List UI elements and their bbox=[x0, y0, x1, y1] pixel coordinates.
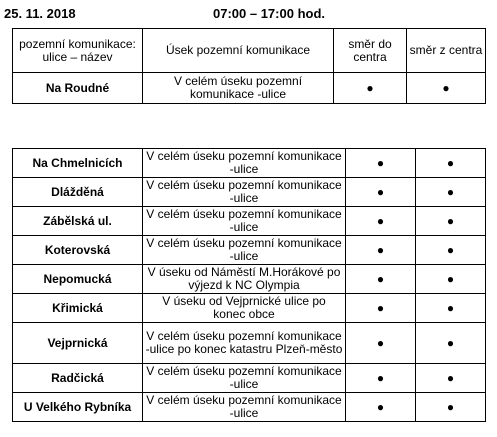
section-description: V celém úseku pozemní komunikace -ulice bbox=[143, 178, 346, 207]
street-name: Na Roudné bbox=[13, 73, 143, 104]
date-label: 25. 11. 2018 bbox=[4, 6, 76, 21]
column-header-from-center: směr z centra bbox=[407, 29, 486, 73]
from-center-dot-icon: ● bbox=[416, 236, 486, 265]
table-row bbox=[13, 294, 486, 323]
from-center-dot-icon: ● bbox=[416, 294, 486, 323]
column-header-section: Úsek pozemní komunikace bbox=[143, 29, 334, 73]
to-center-dot-icon: ● bbox=[346, 294, 416, 323]
street-name: Nepomucká bbox=[13, 265, 143, 294]
to-center-dot-icon: ● bbox=[346, 236, 416, 265]
to-center-dot-icon: ● bbox=[346, 323, 416, 364]
column-header-name: pozemní komunikace: ulice – název bbox=[13, 29, 143, 73]
section-description: V celém úseku pozemní komunikace -ulice po konec katastru Plzeň-město bbox=[143, 323, 346, 364]
section-description: V celém úseku pozemní komunikace -ulice bbox=[143, 73, 334, 104]
from-center-dot-icon: ● bbox=[416, 265, 486, 294]
street-name: Zábělská ul. bbox=[13, 207, 143, 236]
street-name: Na Chmelnicích bbox=[13, 149, 143, 178]
table-row bbox=[13, 393, 486, 422]
table-header-row bbox=[13, 29, 486, 73]
to-center-dot-icon: ● bbox=[346, 265, 416, 294]
table-row bbox=[13, 207, 486, 236]
section-description: V úseku od Náměstí M.Horákové po výjezd k NC Olympia bbox=[143, 265, 346, 294]
time-range-label: 07:00 – 17:00 hod. bbox=[213, 6, 325, 21]
table-row bbox=[13, 149, 486, 178]
from-center-dot-icon: ● bbox=[416, 207, 486, 236]
street-name: Koterovská bbox=[13, 236, 143, 265]
section-description: V celém úseku pozemní komunikace -ulice bbox=[143, 364, 346, 393]
from-center-dot-icon: ● bbox=[416, 178, 486, 207]
street-name: Dlážděná bbox=[13, 178, 143, 207]
street-name: U Velkého Rybníka bbox=[13, 393, 143, 422]
column-header-to-center: směr do centra bbox=[334, 29, 407, 73]
to-center-dot-icon: ● bbox=[346, 393, 416, 422]
table-row bbox=[13, 178, 486, 207]
section-description: V celém úseku pozemní komunikace -ulice bbox=[143, 149, 346, 178]
section-description: V celém úseku pozemní komunikace -ulice bbox=[143, 207, 346, 236]
restriction-table-top bbox=[12, 28, 486, 104]
to-center-dot-icon: ● bbox=[346, 178, 416, 207]
section-description: V úseku od Vejprnické ulice po konec obce bbox=[143, 294, 346, 323]
from-center-dot-icon: ● bbox=[416, 149, 486, 178]
street-name: Vejprnická bbox=[13, 323, 143, 364]
section-description: V celém úseku pozemní komunikace -ulice bbox=[143, 393, 346, 422]
table-row bbox=[13, 236, 486, 265]
restriction-table-bottom bbox=[12, 148, 486, 422]
to-center-dot-icon: ● bbox=[346, 149, 416, 178]
street-name: Radčická bbox=[13, 364, 143, 393]
street-name: Křimická bbox=[13, 294, 143, 323]
from-center-dot-icon: ● bbox=[407, 73, 486, 104]
from-center-dot-icon: ● bbox=[416, 393, 486, 422]
from-center-dot-icon: ● bbox=[416, 364, 486, 393]
table-row bbox=[13, 265, 486, 294]
to-center-dot-icon: ● bbox=[334, 73, 407, 104]
table-row bbox=[13, 73, 486, 104]
section-description: V celém úseku pozemní komunikace -ulice bbox=[143, 236, 346, 265]
table-row bbox=[13, 364, 486, 393]
from-center-dot-icon: ● bbox=[416, 323, 486, 364]
to-center-dot-icon: ● bbox=[346, 364, 416, 393]
to-center-dot-icon: ● bbox=[346, 207, 416, 236]
table-row bbox=[13, 323, 486, 364]
